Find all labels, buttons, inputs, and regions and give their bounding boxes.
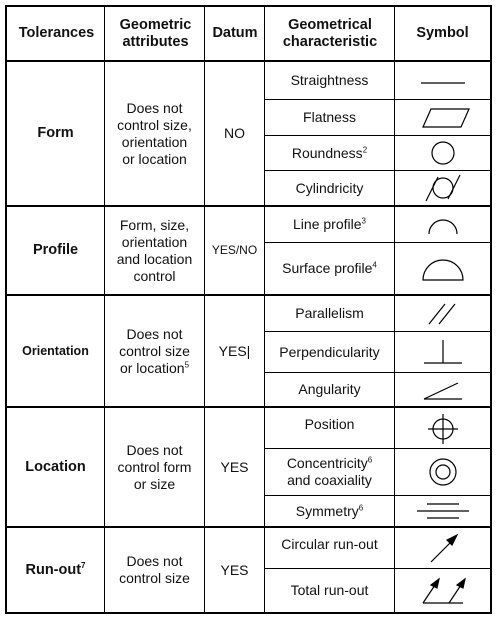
- characteristic-position: [265, 408, 394, 448]
- footnote-marker: 6: [367, 455, 373, 465]
- attributes-orientation: [105, 296, 204, 406]
- datum-runout: [205, 528, 264, 612]
- datum-label: YES: [220, 458, 249, 475]
- attributes-label: Does not control form or size: [117, 441, 192, 492]
- surface-profile-icon: [395, 243, 490, 294]
- circular-runout-icon: [395, 528, 490, 568]
- footnote-marker: 3: [361, 216, 366, 226]
- roundness-icon: [395, 136, 490, 170]
- characteristic-label: Angularity: [298, 381, 361, 397]
- characteristic-label-line2: and coaxiality: [287, 472, 372, 488]
- datum-label: YES|: [218, 342, 251, 359]
- characteristic-symmetry: [265, 496, 394, 526]
- tolerance-label: Run-out: [25, 561, 82, 578]
- characteristic-circular-runout: [265, 528, 394, 568]
- characteristic-parallelism: [265, 296, 394, 331]
- characteristic-perpendicularity: [265, 332, 394, 372]
- characteristic-label: Surface profile: [282, 260, 373, 276]
- characteristic-roundness: [265, 136, 394, 170]
- datum-label: YES/NO: [211, 243, 258, 257]
- tolerance-table: [5, 5, 492, 614]
- characteristic-label: Straightness: [290, 72, 369, 88]
- characteristic-line-profile: [265, 207, 394, 242]
- cylindricity-icon: [395, 171, 490, 205]
- perpendicularity-icon: [395, 332, 490, 372]
- header-symbol-label: Symbol: [416, 25, 469, 41]
- footnote-marker: 7: [81, 560, 86, 570]
- concentricity-icon: [395, 449, 490, 495]
- header-datum: [205, 7, 265, 60]
- attributes-location: [105, 408, 204, 526]
- characteristic-label: Line profile: [293, 216, 362, 232]
- characteristic-label: Circular run-out: [281, 535, 378, 552]
- attributes-label: Does not control size or location: [119, 325, 190, 376]
- characteristic-angularity: [265, 373, 394, 406]
- tolerance-label: Form: [37, 125, 74, 141]
- angularity-icon: [395, 373, 490, 406]
- footnote-marker: 6: [358, 502, 364, 512]
- attributes-label: Does not control size: [119, 553, 190, 586]
- datum-profile: [205, 207, 264, 294]
- header-tolerances-label: Tolerances: [18, 25, 95, 41]
- parallelism-icon: [395, 296, 490, 331]
- characteristic-label: Roundness: [291, 144, 363, 161]
- footnote-marker: 2: [362, 144, 368, 154]
- header-geometrical-characteristic-label: Geometrical characteristic: [282, 16, 378, 50]
- characteristic-flatness: [265, 100, 394, 135]
- characteristic-straightness: [265, 62, 394, 99]
- position-icon: [395, 408, 490, 448]
- datum-location: [205, 408, 264, 526]
- characteristic-label: Parallelism: [295, 305, 364, 321]
- characteristic-label: Concentricity: [286, 455, 368, 471]
- line-profile-icon: [395, 207, 490, 242]
- attributes-profile: [105, 207, 204, 294]
- tolerance-profile: [7, 207, 104, 294]
- footnote-marker: 4: [372, 260, 377, 270]
- characteristic-label: Symmetry: [295, 502, 359, 519]
- header-geometric-attributes: [106, 7, 205, 60]
- characteristic-label: Total run-out: [290, 582, 369, 598]
- tolerance-runout: [7, 528, 104, 612]
- attributes-form: [105, 62, 204, 205]
- characteristic-label: Position: [304, 415, 355, 432]
- footnote-marker: 5: [184, 359, 190, 369]
- tolerance-form: [7, 62, 104, 205]
- characteristic-total-runout: [265, 569, 394, 612]
- datum-orientation: [205, 296, 264, 406]
- characteristic-label: Cylindricity: [295, 179, 364, 196]
- header-symbol: [395, 7, 490, 60]
- attributes-label: Does not control size, orientation or location: [117, 99, 192, 167]
- attributes-label: Form, size, orientation and location control: [116, 216, 193, 284]
- header-geometric-attributes-label: Geometric attributes: [119, 16, 192, 50]
- symmetry-icon: [395, 496, 490, 526]
- header-tolerances: [7, 7, 106, 60]
- datum-form: [205, 62, 264, 205]
- characteristic-cylindricity: [265, 171, 394, 205]
- datum-label: NO: [224, 125, 245, 141]
- tolerance-orientation: [7, 296, 104, 406]
- flatness-icon: [395, 100, 490, 135]
- tolerance-label: Profile: [32, 242, 79, 258]
- characteristic-label: Flatness: [303, 109, 356, 125]
- characteristic-surface-profile: [265, 243, 394, 294]
- characteristic-concentricity: [265, 449, 394, 495]
- header-geometrical-characteristic: [265, 7, 395, 60]
- header-datum-label: Datum: [212, 25, 258, 41]
- datum-label: YES: [220, 561, 249, 578]
- tolerance-label: Orientation: [22, 343, 89, 358]
- attributes-runout: [105, 528, 204, 612]
- straightness-icon: [395, 62, 490, 99]
- total-runout-icon: [395, 569, 490, 612]
- characteristic-label: Perpendicularity: [279, 343, 380, 360]
- tolerance-label: Location: [25, 458, 86, 475]
- tolerance-location: [7, 408, 104, 526]
